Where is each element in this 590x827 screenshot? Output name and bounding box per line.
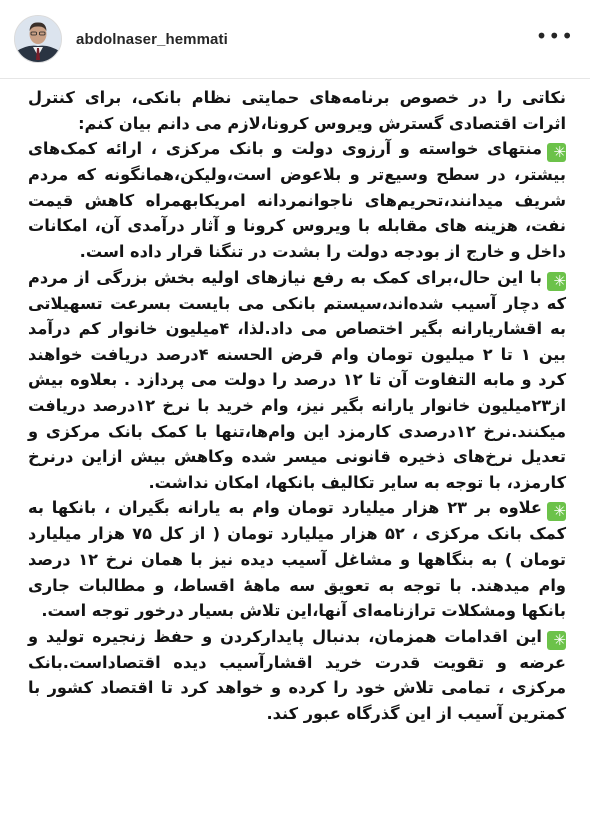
more-options-icon[interactable]: ••• (535, 24, 574, 48)
caption-paragraph-text: منتهای خواسته و آرزوی دولت و بانک مرکزی ، ارائه کمک‌های بیشتر، در سطح وسیع‌تر و بلاعوض است،ولیکن،همانگونه که مردم شریف میدانند،تحریم‌های ناجوانمردانه امریکابهمراه کاهش قیمت نفت، هزینه های مقابله با ویروس کرونا و آثار درآمدی آن، امکانات داخل و خارج از بودجه دولت را بشدت در تنگنا قرار داده است. (28, 139, 566, 261)
caption-paragraph (28, 495, 566, 623)
sparkle-icon: ✳ (547, 272, 566, 291)
post-header (0, 0, 590, 79)
caption-paragraph-text: با این حال،برای کمک به رفع نیازهای اولیه بخش بزرگی از مردم که دچار آسیب شده‌اند،سیستم بانکی می بایست بسرعت تسهیلاتی به اقشاریارانه بگیر اختصاص می داد.لذا، ۴میلیون خانوار کم درآمد بین ۱ تا ۲ میلیون تومان وام قرض الحسنه ۴درصد دریافت خواهند کرد و مابه التفاوت آن تا ۱۲ درصد را دولت می پردازد . بعلاوه بیش از۲۳میلیون خانوار یارانه بگیر نیز، وام خرید با نرخ ۱۲درصد دریافت میکنند.نرخ ۱۲درصدی کارمزد این وام‌ها،تنها با کمک بانک مرکزی و تعدیل نرخ‌های ذخیره قانونی میسر شده وکاهش بیش ازاین درنرخ کارمزد، با توجه به سایر تکالیف بانکها، امکان نداشت. (28, 267, 566, 492)
username-link[interactable]: abdolnaser_hemmati (76, 30, 228, 48)
caption-intro: نکاتی را در خصوص برنامه‌های حمایتی نظام بانکی، برای کنترل اثرات اقتصادی گسترش ویروس کرونا،لازم می دانم بیان کنم: (28, 88, 566, 133)
sparkle-icon: ✳ (547, 502, 566, 521)
caption-paragraph (28, 265, 566, 496)
sparkle-icon: ✳ (547, 631, 566, 650)
caption-paragraph (28, 136, 566, 264)
profile-avatar[interactable] (14, 15, 62, 63)
profile-photo (15, 16, 61, 62)
sparkle-icon: ✳ (547, 143, 566, 162)
post-caption (0, 79, 590, 825)
caption-paragraph-text: علاوه بر ۲۳ هزار میلیارد تومان وام به یارانه بگیران ، بانکها به کمک بانک مرکزی ، ۵۲ هزار میلیارد تومان ( از کل ۷۵ هزار میلیارد تومان ) به بنگاهها و مشاغل آسیب دیده نیز با همان نرخ ۱۲ درصد وام میدهند. با توجه به تعویق سه ماههٔ اقساط، و مطالبات جاری بانکها ومشکلات ترازنامه‌ای آنها،این تلاش بسیار درخور توجه است. (28, 498, 567, 621)
caption-paragraph (28, 624, 566, 727)
caption-paragraph-text: این اقدامات همزمان، بدنبال پایدارکردن و حفظ زنجیره تولید و عرضه و تقویت قدرت خرید اقشارآسیب دیده اقتصاداست.بانک مرکزی ، تمامی تلاش خود را کرده و خواهد کرد تا اقتصاد کشور با کمترین آسیب از این گذرگاه عبور کند. (28, 626, 566, 723)
